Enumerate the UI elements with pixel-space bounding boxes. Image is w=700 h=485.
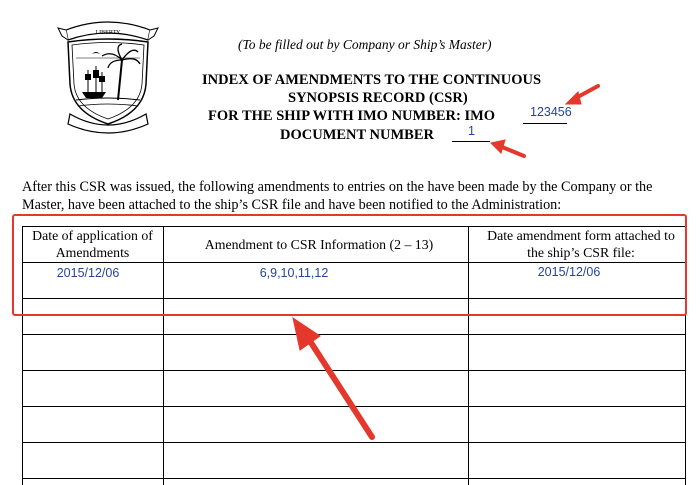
arrow-docnum-icon	[502, 147, 524, 156]
document-number-value: 1	[468, 124, 475, 138]
arrow-imo-head-icon	[566, 92, 581, 104]
arrow-docnum-head-icon	[491, 140, 505, 153]
title-line-2: SYNOPSIS RECORD (CSR)	[288, 90, 468, 106]
title-line-4: DOCUMENT NUMBER	[280, 127, 434, 143]
arrow-imo-icon	[574, 86, 598, 99]
imo-number-underline	[523, 123, 567, 124]
title-line-3: FOR THE SHIP WITH IMO NUMBER: IMO	[208, 108, 496, 124]
title-line-1: INDEX OF AMENDMENTS TO THE CONTINUOUS	[202, 72, 542, 88]
cell-date-of-application[interactable]: 2015/12/06	[56, 266, 120, 280]
document-number-underline	[452, 141, 490, 142]
svg-text:LIBERTY: LIBERTY	[95, 30, 121, 36]
header-amendment-info: Amendment to CSR Information (2 – 13)	[204, 236, 434, 252]
cell-date-attached[interactable]: 2015/12/06	[537, 265, 601, 279]
liberia-seal-icon	[52, 14, 164, 136]
imo-number-value: 123456	[530, 105, 572, 119]
annotation-highlight-box	[12, 214, 687, 316]
form-instruction: (To be filled out by Company or Ship’s Master)	[238, 37, 492, 52]
cell-amendment-info[interactable]: 6,9,10,11,12	[259, 266, 329, 280]
header-date-of-application: Date of application of Amendments	[32, 228, 153, 260]
header-date-attached: Date amendment form attached to the ship’s CSR file:	[487, 228, 675, 260]
intro-paragraph: After this CSR was issued, the following amendments to entries on the have been made by the Company or the Master, have been attached to the ship’s CSR file and have been notified to the Administration:	[22, 179, 653, 213]
